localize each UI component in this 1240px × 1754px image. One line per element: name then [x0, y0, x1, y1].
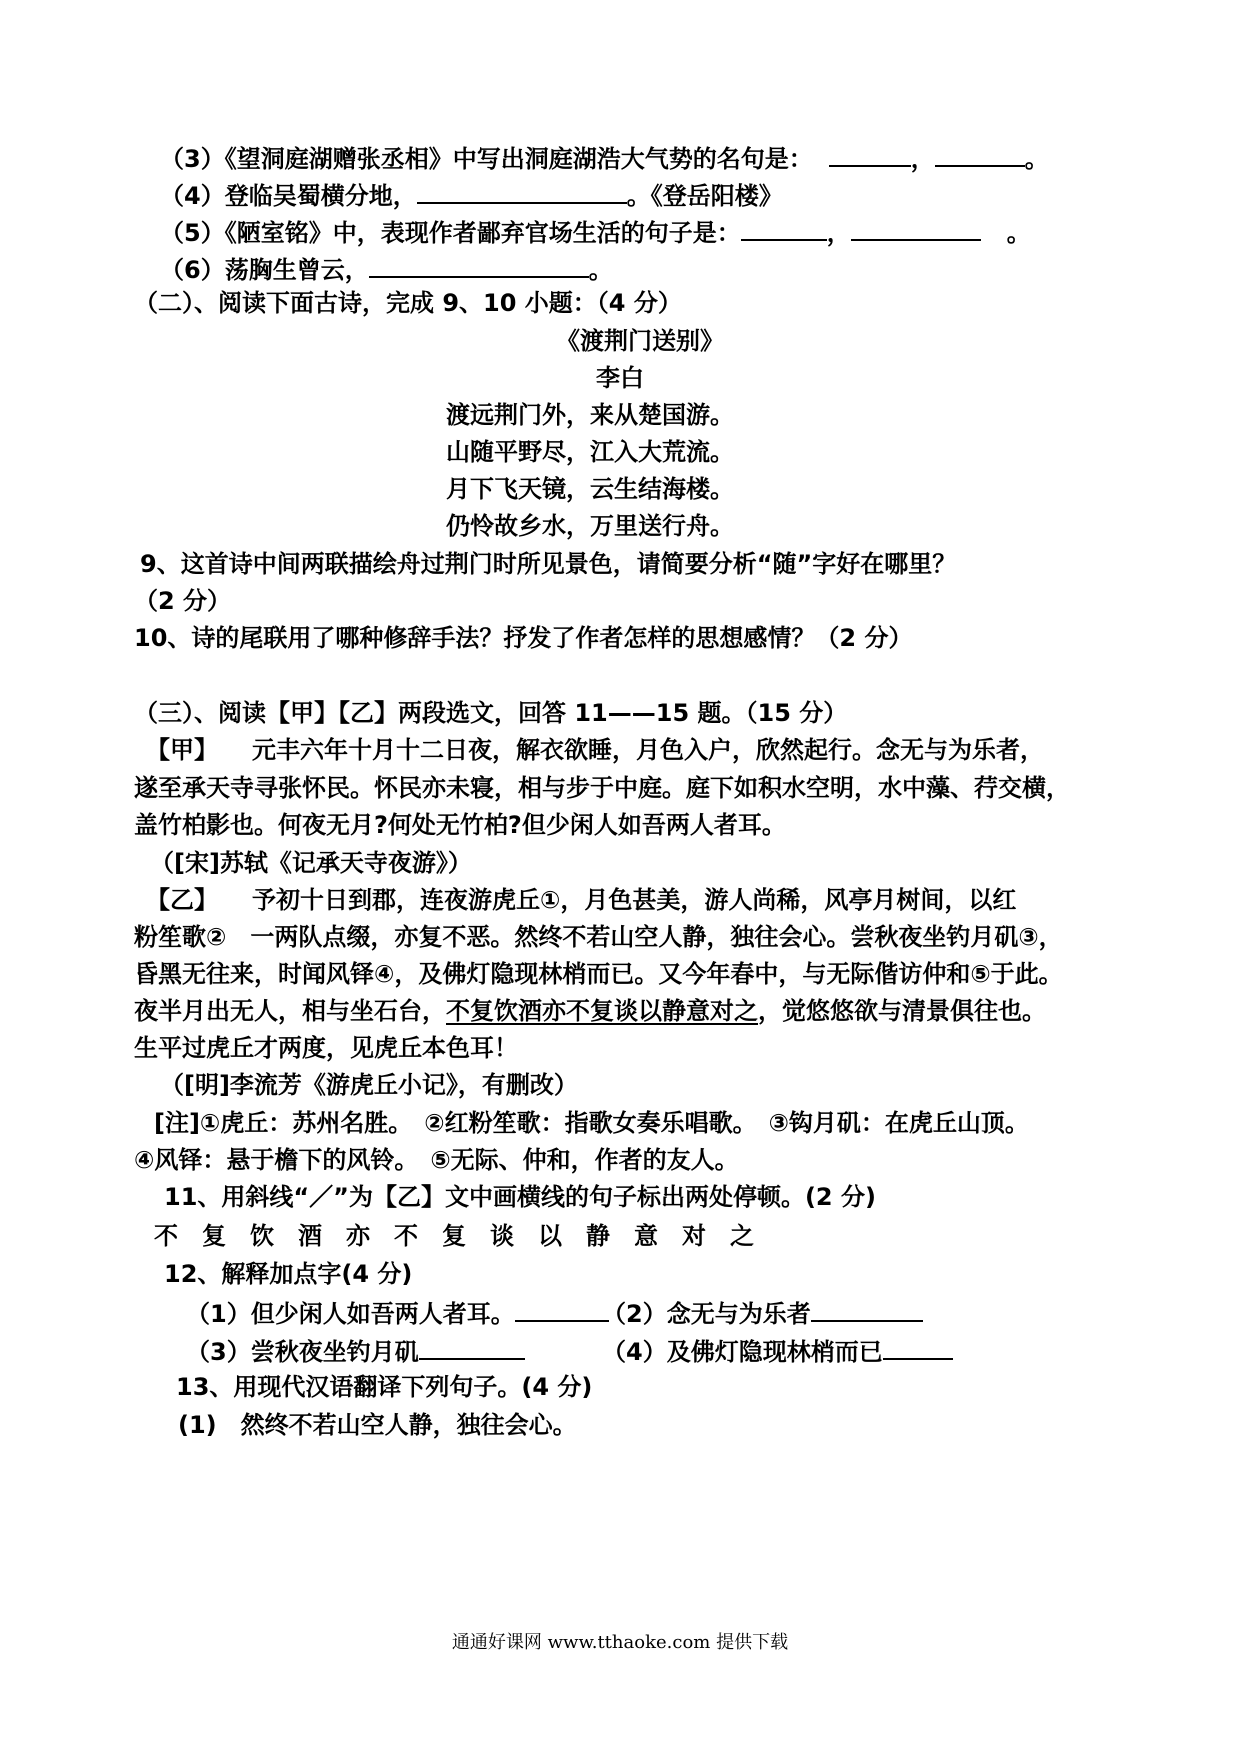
question-12-item: （1）但少闲人如吾两人者耳。 [186, 1296, 1240, 1330]
question-3: （3）《望洞庭湖赠张丞相》中写出洞庭湖浩大气势的名句是： ， 。 [160, 141, 1240, 175]
poem-line: 山随平野尽，江入大荒流。 [446, 438, 734, 466]
answer-blank[interactable] [417, 178, 627, 204]
question-9-score: （2 分） [134, 587, 232, 615]
answer-blank[interactable] [515, 1296, 609, 1322]
answer-blank[interactable] [851, 215, 981, 241]
passage-label: 【乙】 [146, 886, 218, 914]
poem-author: 李白 [596, 364, 644, 392]
underlined-sentence: 不复饮酒亦不复谈以静意对之 [446, 997, 758, 1025]
section-3-heading: （三）、阅读【甲】【乙】两段选文，回答 11——15 题。（15 分） [134, 699, 848, 727]
passage-jia-source: （[宋]苏轼《记承天寺夜游》） [150, 849, 472, 877]
question-6: （6）荡胸生曾云， 。 [160, 252, 1240, 286]
answer-blank[interactable] [419, 1334, 525, 1360]
question-13-item: (1) 然终不若山空人静，独往会心。 [178, 1411, 577, 1439]
passage-yi-source: （[明]李流芳《游虎丘小记》，有删改） [160, 1071, 578, 1099]
pause-marking-sentence[interactable]: 不 复 饮 酒 亦 不 复 谈 以 静 意 对 之 [154, 1222, 754, 1250]
answer-blank[interactable] [369, 252, 589, 278]
page-footer: 通通好课网 www.tthaoke.com 提供下载 [451, 1632, 789, 1653]
passage-jia-line: 盖竹柏影也。何夜无月?何处无竹柏?但少闲人如吾两人者耳。 [134, 811, 786, 839]
question-5: （5）《陋室铭》中，表现作者鄙弃官场生活的句子是： ， 。 [160, 215, 1240, 249]
poem-line: 渡远荆门外，来从楚国游。 [446, 401, 734, 429]
passage-label: 【甲】 [146, 736, 218, 764]
passage-yi-line: 生平过虎丘才两度，见虎丘本色耳！ [134, 1034, 518, 1062]
passage-yi-line: 【乙】 予初十日到郡，连夜游虎丘①，月色甚美，游人尚稀，风亭月树间，以红 [146, 886, 1017, 914]
answer-blank[interactable] [829, 141, 911, 167]
annotation-note: [注]①虎丘：苏州名胜。 ②红粉笙歌：指歌女奏乐唱歌。 ③钩月矶：在虎丘山顶。 [154, 1109, 1029, 1137]
question-11: 11、用斜线“／”为【乙】文中画横线的句子标出两处停顿。(2 分) [164, 1183, 876, 1211]
answer-blank[interactable] [811, 1296, 923, 1322]
question-10: 10、诗的尾联用了哪种修辞手法？抒发了作者怎样的思想感情？（2 分） [134, 624, 913, 652]
question-12: 12、解释加点字(4 分) [164, 1260, 413, 1288]
question-12-item: （2）念无与为乐者 [602, 1296, 1240, 1330]
poem-title: 《渡荆门送别》 [556, 327, 724, 355]
answer-blank[interactable] [741, 215, 827, 241]
poem-line: 仍怜故乡水，万里送行舟。 [446, 512, 734, 540]
question-4: （4）登临吴蜀横分地， 。《登岳阳楼》 [160, 178, 1240, 212]
annotation-note: ④风铎：悬于檐下的风铃。 ⑤无际、仲和，作者的友人。 [134, 1146, 739, 1174]
question-9: 9、这首诗中间两联描绘舟过荆门时所见景色，请简要分析“随”字好在哪里？ [140, 550, 957, 578]
poem-line: 月下飞天镜，云生结海楼。 [446, 475, 734, 503]
question-12-item: （3）尝秋夜坐钓月矶 [186, 1334, 1240, 1368]
passage-jia-line: 【甲】 元丰六年十月十二日夜，解衣欲睡，月色入户，欣然起行。念无与为乐者， [146, 736, 1044, 764]
passage-yi-line: 夜半月出无人，相与坐石台，不复饮酒亦不复谈以静意对之，觉悠悠欲与清景俱往也。 [134, 997, 1046, 1025]
question-13: 13、用现代汉语翻译下列句子。(4 分) [176, 1373, 593, 1401]
question-12-item: （4）及佛灯隐现林梢而已 [602, 1334, 1240, 1368]
passage-yi-line: 昏黑无往来，时闻风铎④，及佛灯隐现林梢而已。又今年春中，与无际偕访仲和⑤于此。 [134, 960, 1063, 988]
answer-blank[interactable] [883, 1334, 953, 1360]
passage-jia-line: 遂至承天寺寻张怀民。怀民亦未寝，相与步于中庭。庭下如积水空明，水中藻、荇交横， [134, 774, 1070, 802]
section-2-heading: （二）、阅读下面古诗，完成 9、10 小题：（4 分） [134, 289, 682, 317]
answer-blank[interactable] [935, 141, 1025, 167]
passage-yi-line: 粉笙歌② 一两队点缀，亦复不恶。然终不若山空人静，独往会心。尝秋夜坐钓月矶③， [134, 923, 1063, 951]
